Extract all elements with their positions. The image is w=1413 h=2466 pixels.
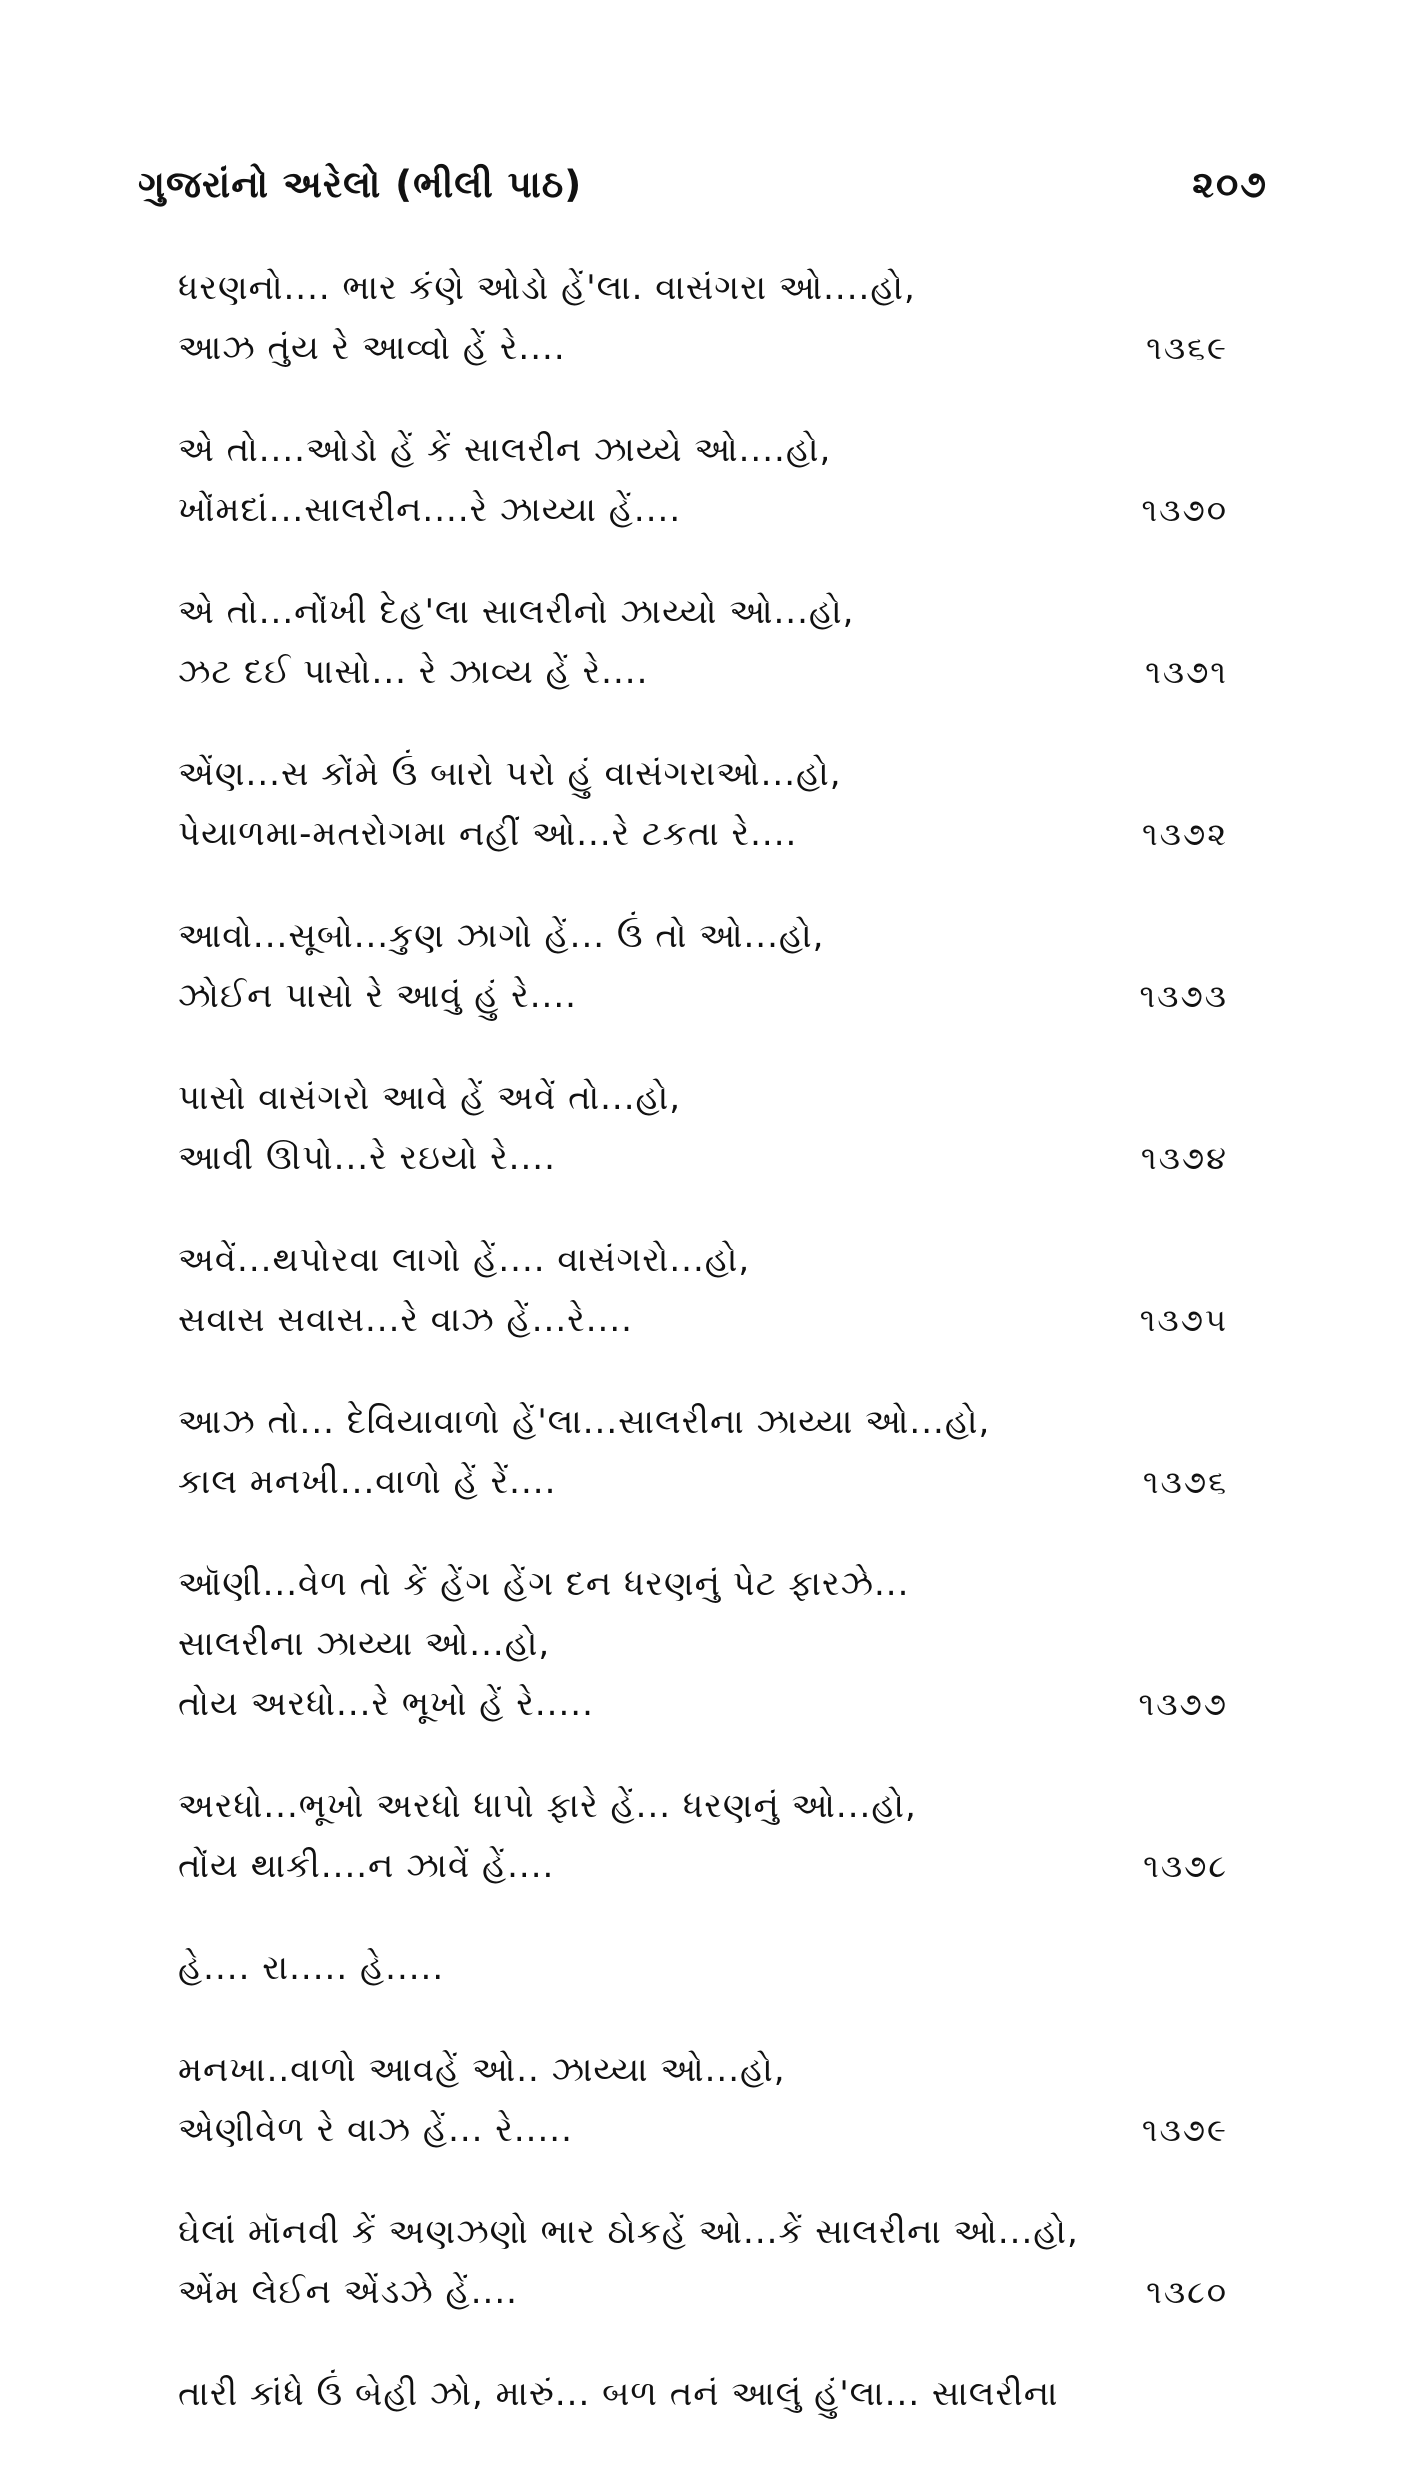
verse-line	[178, 2202, 1238, 2262]
stanza	[178, 2364, 1238, 2424]
verse-line-text: ધરણનો.... ભાર કંણે ઓડો હેં'લા. વાસંગરા ઓ....હો,	[178, 268, 916, 308]
verse-line-text: ઝટ દઈ પાસો... રે ઝાવ્ય હેં રે....	[178, 652, 649, 692]
verse-line	[178, 1938, 1238, 1998]
stanza	[178, 1938, 1238, 1998]
verse-line-text: એણીવેળ રે વાઝ હેં... રે.....	[178, 2110, 573, 2150]
stanza	[178, 2202, 1238, 2322]
verse-line-text: ઘેલાં મૉનવી કેં અણઝણો ભાર ઠોકહેં ઓ...કેં સાલરીના ઓ...હો,	[178, 2212, 1079, 2252]
verse-line-text: અવેં...થપોરવા લાગો હેં.... વાસંગરો...હો,	[178, 1240, 751, 1280]
verse-line	[178, 642, 1238, 702]
verse-line	[178, 744, 1238, 804]
chapter-title: ગુજરાંનો અરેલો (ભીલી પાઠ)	[138, 163, 583, 206]
verse-line-text: તોય અરધો...રે ભૂખો હેં રે.....	[178, 1684, 594, 1724]
verse-line	[178, 2262, 1238, 2322]
verse-line	[178, 1836, 1238, 1896]
verse-line-text: એંણ...સ કોંમે ઉં બારો પરો હું વાસંગરાઓ...હો,	[178, 754, 842, 794]
page-number: ૨૦૭	[1192, 163, 1268, 206]
verse-line	[178, 420, 1238, 480]
verse-number: ૧૩૬૯	[1146, 329, 1228, 367]
verse-line-text: સાલરીના ઝાય્યા ઓ...હો,	[178, 1624, 551, 1664]
verse-line-text: આવો...સૂબો...કુણ ઝાગો હેં... ઉં તો ઓ...હો,	[178, 916, 825, 956]
verse-line-text: ઑણી...વેળ તો કેં હેંગ હેંગ દન ધરણનું પેટ ફારઝે...	[178, 1564, 910, 1604]
verse-list	[178, 258, 1238, 2466]
verse-line	[178, 1290, 1238, 1350]
verse-line-text: એ તો...નોંખી દેહ'લા સાલરીનો ઝાય્યો ઓ...હો,	[178, 592, 855, 632]
verse-line	[178, 1128, 1238, 1188]
verse-line-text: આઝ તુંય રે આવ્વો હેં રે....	[178, 328, 566, 368]
verse-line-text: પાસો વાસંગરો આવે હેં અવેં તો...હો,	[178, 1078, 682, 1118]
verse-line	[178, 258, 1238, 318]
verse-line-text: મનખા..વાળો આવહેં ઓ.. ઝાય્યા ઓ...હો,	[178, 2050, 786, 2090]
stanza	[178, 2040, 1238, 2160]
verse-line	[178, 1674, 1238, 1734]
verse-line-text: ઝોઈન પાસો રે આવું હું રે....	[178, 976, 577, 1016]
verse-line-text: એંમ લેઈન એંડઝે હેં....	[178, 2272, 518, 2312]
verse-number: ૧૩૭૨	[1141, 815, 1228, 853]
verse-number: ૧૩૭૧	[1145, 653, 1228, 691]
verse-line	[178, 480, 1238, 540]
verse-line	[178, 1230, 1238, 1290]
running-header	[138, 160, 1268, 210]
stanza	[178, 906, 1238, 1026]
verse-line	[178, 966, 1238, 1026]
verse-line	[178, 1776, 1238, 1836]
verse-line-text: આવી ઊપો...રે રઇયો રે....	[178, 1138, 556, 1178]
verse-number: ૧૩૭૬	[1142, 1463, 1228, 1501]
verse-line-text: આઝ તો... દેવિયાવાળો હેં'લા...સાલરીના ઝાય્યા ઓ...હો,	[178, 1402, 991, 1442]
stanza	[178, 258, 1238, 378]
stanza	[178, 582, 1238, 702]
verse-line-text: પેયાળમા-મતરોગમા નહીં ઓ...રે ટકતા રે....	[178, 814, 798, 854]
verse-line	[178, 1452, 1238, 1512]
verse-line-text: તારી કાંધે ઉં બેહી ઝો, મારું... બળ તનં આલું હું'લા... સાલરીના	[178, 2374, 1059, 2414]
verse-line	[178, 1614, 1238, 1674]
stanza	[178, 1230, 1238, 1350]
verse-line-text: હે.... રા..... હે.....	[178, 1948, 445, 1988]
verse-line	[178, 1554, 1238, 1614]
verse-line-text: કાલ મનખી...વાળો હેં રેં....	[178, 1462, 557, 1502]
verse-number: ૧૩૮૦	[1146, 2273, 1228, 2311]
verse-number: ૧૩૭૯	[1141, 2111, 1228, 2149]
stanza	[178, 1554, 1238, 1734]
verse-line-text: તોંય થાકી....ન ઝાવેં હેં....	[178, 1846, 555, 1886]
verse-line-text: સવાસ સવાસ...રે વાઝ હેં...રે....	[178, 1300, 633, 1340]
verse-number: ૧૩૭૫	[1139, 1301, 1228, 1339]
verse-line-text: અરધો...ભૂખો અરધો ધાપો ફારે હેં... ધરણનું ઓ...હો,	[178, 1786, 917, 1826]
stanza	[178, 1776, 1238, 1896]
stanza	[178, 420, 1238, 540]
verse-line	[178, 582, 1238, 642]
verse-line	[178, 2100, 1238, 2160]
stanza	[178, 1068, 1238, 1188]
verse-line-text: ખોંમદાં...સાલરીન....રે ઝાય્યા હેં....	[178, 490, 682, 530]
verse-line	[178, 1068, 1238, 1128]
verse-number: ૧૩૭૭	[1138, 1685, 1228, 1723]
verse-number: ૧૩૭૮	[1143, 1847, 1228, 1885]
verse-line-text: એ તો....ઓડો હેં કેં સાલરીન ઝાય્યે ઓ....હો,	[178, 430, 832, 470]
verse-number: ૧૩૭૦	[1141, 491, 1228, 529]
verse-number: ૧૩૭૩	[1139, 977, 1228, 1015]
verse-line	[178, 2364, 1238, 2424]
stanza	[178, 744, 1238, 864]
verse-line	[178, 318, 1238, 378]
verse-line	[178, 2040, 1238, 2100]
verse-line	[178, 1392, 1238, 1452]
verse-line	[178, 804, 1238, 864]
stanza	[178, 1392, 1238, 1512]
verse-line	[178, 906, 1238, 966]
verse-number: ૧૩૭૪	[1140, 1139, 1228, 1177]
